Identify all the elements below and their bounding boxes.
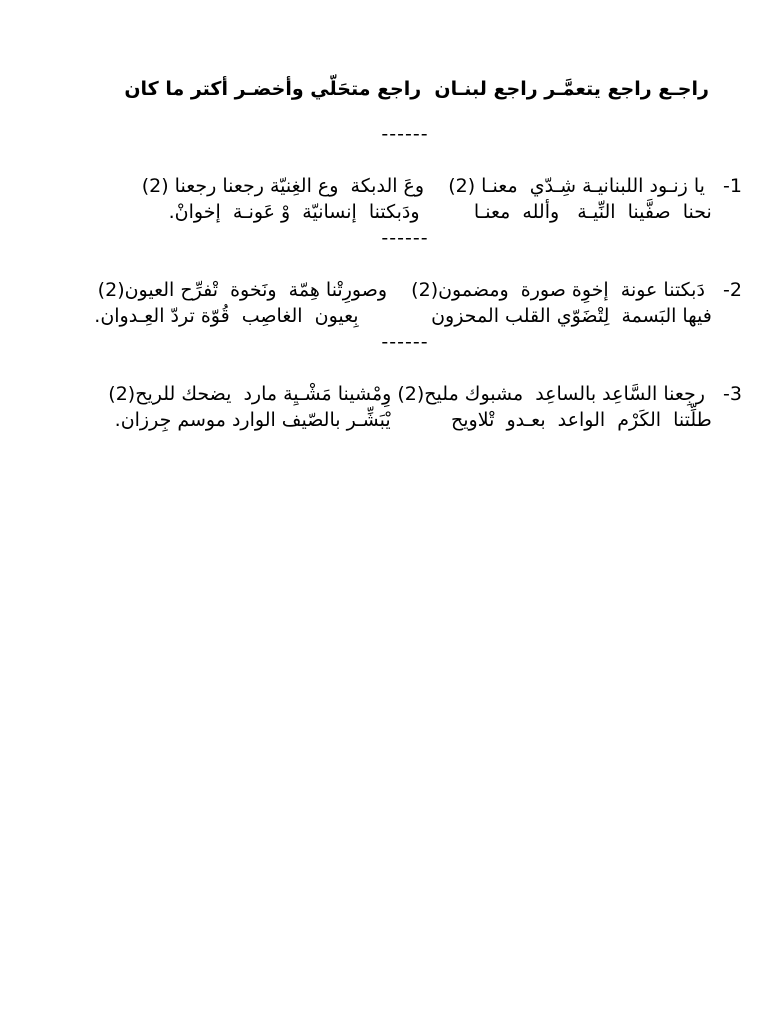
spacer [68,147,742,173]
verse-3-line-2: طلِّتنا الكَرْم الواعد بعـدو تْلاويح يْبَشِّـر بالصّيف الوارد موسم جِرزان. [114,409,742,431]
verse-3-line-1: 3- رجِعنا السَّاعِد بالساعِد مشبوك مليح(2) وِمْشينا مَشْـيِة مارد يضحك للريح(2) [108,383,742,405]
separator: ------ [381,123,429,145]
verse-2-line-1: 2- دَبكتنا عونة إخوِة صورة ومضمون(2) وصورِتْنا هِمّة ونَخوة تْفرِّح العيون(2) [97,279,742,301]
separator: ------ [381,331,429,353]
verse-1-line-1: 1- يا زنـود اللبنانيـة شِـدّي معنـا (2) وعَ الدبكة وع الغِنيّة رجعنا رجعنا (2) [141,175,742,197]
verse-2 [68,277,742,329]
spacer [68,251,742,277]
verse-1-line-2: نحنا صفَّينا النِّيـة وألله معنـا ودَبكتنا إنسانيّة وْ عَونـة إخوانْ. [168,201,742,223]
song-title: راجـع راجع يتعمَّـر راجع لبنـان راجع متحَلّي وأخضـر أكتر ما كان [124,78,742,100]
separator: ------ [381,227,429,249]
document-page [68,76,742,433]
verse-1 [68,173,742,225]
verse-3 [68,381,742,433]
spacer [68,355,742,381]
verse-2-line-2: فيها البَسمة لِتْضَوّي القلب المحزون بِعيون الغاصِب قُوّة تردّ العِـدوان. [94,305,742,327]
